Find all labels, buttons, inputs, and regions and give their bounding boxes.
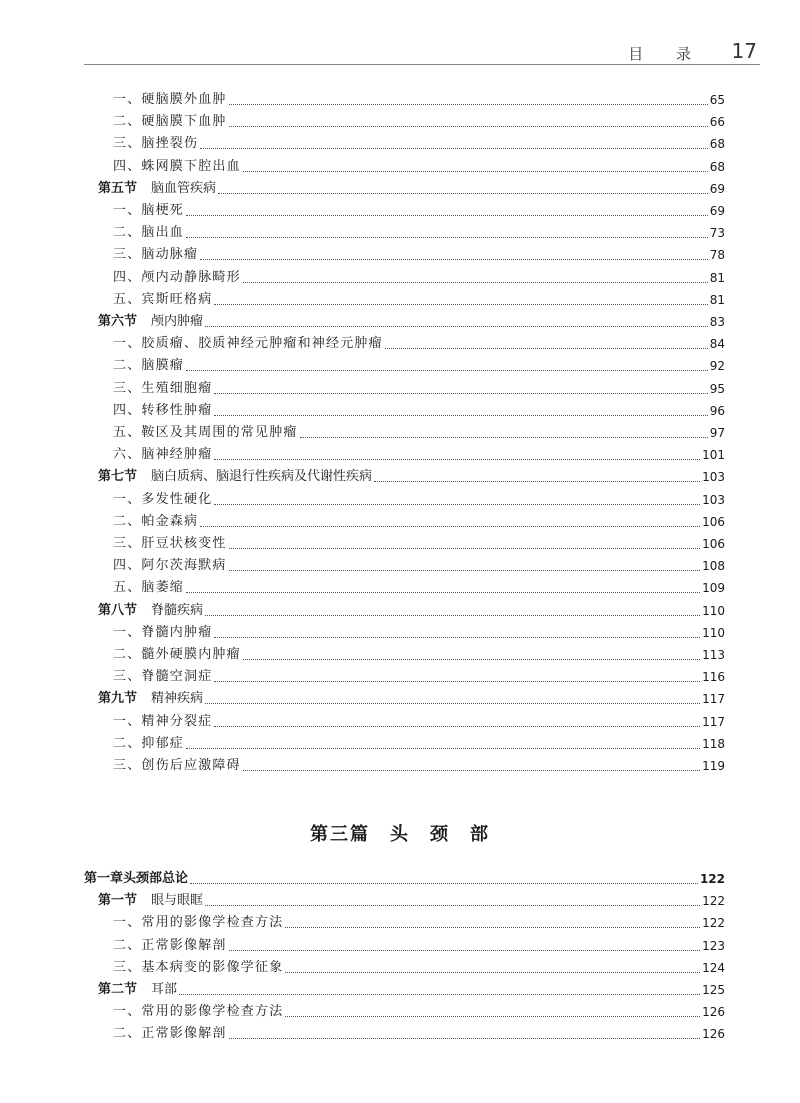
toc-entry-title xyxy=(98,603,203,619)
dot-leader xyxy=(205,703,700,704)
toc-page-number: 125 xyxy=(702,983,725,997)
toc-entry-text: 脊髓疾病 xyxy=(151,602,204,618)
toc-section[interactable] xyxy=(98,175,725,197)
toc-entry-number: 第八节 xyxy=(98,602,138,618)
dot-leader xyxy=(243,282,708,283)
toc-page-number: 81 xyxy=(709,292,725,307)
toc-entry-text: 耳部 xyxy=(151,982,178,997)
dot-leader xyxy=(186,215,708,216)
toc-entry-title xyxy=(98,314,203,330)
toc-page-number: 123 xyxy=(702,938,725,953)
toc-entry[interactable] xyxy=(113,663,725,685)
toc-page-number: 65 xyxy=(709,93,725,107)
toc-page-number: 78 xyxy=(709,248,725,263)
toc-page-number: 116 xyxy=(702,670,725,685)
toc-entry[interactable] xyxy=(113,397,725,419)
toc-entry[interactable] xyxy=(113,730,725,752)
toc-page-number: 103 xyxy=(702,492,725,507)
toc-entry-title xyxy=(98,181,216,197)
toc-entry-title: 二、抑郁症 xyxy=(113,735,185,751)
dot-leader xyxy=(229,104,708,105)
dot-leader xyxy=(229,570,700,571)
toc-entry[interactable] xyxy=(113,108,725,130)
toc-entry[interactable] xyxy=(113,530,725,552)
toc-entry-title: 四、转移性肿瘤 xyxy=(113,402,213,418)
header-title: 目 录 xyxy=(628,45,705,63)
toc-page-number: 108 xyxy=(702,559,725,574)
toc-entry-title xyxy=(98,982,177,998)
dot-leader xyxy=(229,548,700,549)
dot-leader xyxy=(229,126,708,127)
toc-entry-title: 一、脊髓内肿瘤 xyxy=(113,624,213,640)
toc-page-number: 106 xyxy=(702,514,725,529)
dot-leader xyxy=(205,615,700,616)
toc-entry-number: 第一节 xyxy=(98,893,138,909)
toc-entry-title: 五、鞍区及其周围的常见肿瘤 xyxy=(113,425,298,440)
toc-entry-title: 五、脑萎缩 xyxy=(113,580,185,596)
dot-leader xyxy=(214,304,707,305)
toc-page-number: 113 xyxy=(702,648,725,662)
toc-entry-number: 第六节 xyxy=(98,314,138,329)
toc-entry-title: 三、脑挫裂伤 xyxy=(113,136,199,152)
dot-leader xyxy=(214,393,707,394)
toc-page-number: 110 xyxy=(702,603,725,618)
dot-leader xyxy=(218,193,708,194)
toc-section[interactable] xyxy=(98,308,725,330)
toc-entry-title: 三、基本病变的影像学征象 xyxy=(113,959,284,975)
dot-leader xyxy=(200,148,708,149)
toc-entry-title: 二、脑膜瘤 xyxy=(113,358,185,374)
dot-leader xyxy=(229,950,700,951)
dot-leader xyxy=(190,883,698,884)
toc-entry[interactable] xyxy=(113,574,725,596)
toc-entry[interactable] xyxy=(113,153,725,175)
dot-leader xyxy=(205,326,708,327)
toc-page-number: 110 xyxy=(702,625,725,640)
toc-page-number: 69 xyxy=(709,204,725,218)
dot-leader xyxy=(229,1038,700,1039)
dot-leader xyxy=(214,504,700,505)
dot-leader xyxy=(243,770,700,771)
toc-page-number: 124 xyxy=(702,960,725,975)
toc-entry-title: 一、精神分裂症 xyxy=(113,713,213,729)
dot-leader xyxy=(243,659,700,660)
toc-page-number: 101 xyxy=(702,448,725,463)
toc-entry[interactable] xyxy=(113,619,725,641)
toc-page-number: 122 xyxy=(699,872,725,886)
toc-entry[interactable] xyxy=(113,909,725,931)
toc-entry[interactable] xyxy=(113,441,725,463)
dot-leader xyxy=(214,459,700,460)
toc-entry-number: 第二节 xyxy=(98,982,138,997)
toc-page-number: 103 xyxy=(702,470,725,485)
toc-entry[interactable] xyxy=(113,641,725,663)
toc-section[interactable] xyxy=(98,887,725,909)
toc-entry-title: 一、常用的影像学检查方法 xyxy=(113,1004,284,1020)
toc-entry-number: 第五节 xyxy=(98,180,138,196)
toc-entry[interactable] xyxy=(113,86,725,108)
toc-entry-title xyxy=(98,691,203,707)
toc-section[interactable] xyxy=(98,976,725,998)
toc-entry[interactable] xyxy=(113,552,725,574)
toc-entry-title: 三、脑动脉瘤 xyxy=(113,247,199,263)
part-title: 第三篇 头 颈 部 xyxy=(310,824,490,845)
dot-leader xyxy=(200,259,708,260)
toc-page-number: 73 xyxy=(709,226,725,241)
toc-page-number: 118 xyxy=(702,736,725,751)
dot-leader xyxy=(200,526,700,527)
dot-leader xyxy=(186,748,700,749)
toc-section[interactable] xyxy=(98,597,725,619)
dot-leader xyxy=(285,927,700,928)
toc-entry-title xyxy=(98,469,372,485)
dot-leader xyxy=(214,681,700,682)
toc-entry[interactable] xyxy=(113,1020,725,1042)
toc-entry[interactable] xyxy=(113,932,725,954)
toc-page-number: 119 xyxy=(702,759,725,773)
toc-entry-title: 二、髓外硬膜内肿瘤 xyxy=(113,647,241,662)
dot-leader xyxy=(374,481,700,482)
toc-entry-title: 四、颅内动静脉畸形 xyxy=(113,269,241,285)
toc-page-number: 69 xyxy=(709,181,725,196)
toc-entry[interactable] xyxy=(113,419,725,441)
toc-page-number: 81 xyxy=(709,270,725,285)
dot-leader xyxy=(186,370,708,371)
toc-entry-title: 一、硬脑膜外血肿 xyxy=(113,92,227,107)
toc-page-number: 126 xyxy=(702,1027,725,1042)
toc-entry[interactable] xyxy=(113,486,725,508)
toc-entry-text: 眼与眼眶 xyxy=(151,893,204,909)
dot-leader xyxy=(179,994,700,995)
toc-entry[interactable] xyxy=(113,197,725,219)
toc-section[interactable] xyxy=(98,685,725,707)
toc-entry[interactable] xyxy=(113,241,725,263)
dot-leader xyxy=(214,726,700,727)
toc-entry-text: 颅内肿瘤 xyxy=(151,314,204,329)
toc-entry-title: 三、肝豆状核变性 xyxy=(113,536,227,551)
toc-entry-title: 二、正常影像解剖 xyxy=(113,937,227,953)
toc-page-number: 109 xyxy=(702,581,725,596)
toc-entry-title: 四、蛛网膜下腔出血 xyxy=(113,158,241,174)
toc-entry[interactable] xyxy=(113,330,725,352)
toc-page-number: 84 xyxy=(709,337,725,352)
toc-entry-title: 一、胶质瘤、胶质神经元肿瘤和神经元肿瘤 xyxy=(113,336,383,352)
dot-leader xyxy=(214,637,700,638)
toc-page-number: 68 xyxy=(709,159,725,174)
toc-page-number: 92 xyxy=(709,359,725,374)
toc-entry[interactable] xyxy=(113,264,725,286)
dot-leader xyxy=(205,905,700,906)
toc-entry-text: 精神疾病 xyxy=(151,691,204,707)
toc-entry[interactable] xyxy=(113,708,725,730)
toc-entry-text: 头颈部总论 xyxy=(123,871,189,886)
toc-page-number: 83 xyxy=(709,315,725,329)
dot-leader xyxy=(214,415,707,416)
toc-entry-title: 三、脊髓空洞症 xyxy=(113,669,213,685)
toc-entry-title: 二、脑出血 xyxy=(113,225,185,241)
toc-entry[interactable] xyxy=(113,352,725,374)
toc-entry-title: 一、脑梗死 xyxy=(113,203,185,218)
toc-page-number: 117 xyxy=(702,714,725,729)
dot-leader xyxy=(385,348,708,349)
toc-page-number: 122 xyxy=(702,916,725,931)
toc-entry-title: 二、正常影像解剖 xyxy=(113,1026,227,1042)
toc-entry-title: 三、生殖细胞瘤 xyxy=(113,380,213,396)
toc-page-number: 122 xyxy=(702,894,725,909)
toc-entry-title xyxy=(98,893,203,909)
toc-entry[interactable] xyxy=(113,508,725,530)
toc-page-number: 97 xyxy=(709,426,725,440)
dot-leader xyxy=(285,1016,700,1017)
toc-page-number: 106 xyxy=(702,537,725,551)
toc-chapter[interactable] xyxy=(84,865,725,887)
toc-entry-text: 脑血管疾病 xyxy=(151,180,217,196)
toc-entry-number: 第七节 xyxy=(98,469,138,485)
header-page-number: 17 xyxy=(731,39,757,63)
toc-entry-title: 六、脑神经肿瘤 xyxy=(113,447,213,463)
toc-entry-title: 五、宾斯旺格病 xyxy=(113,291,213,307)
toc-section[interactable] xyxy=(98,463,725,485)
dot-leader xyxy=(285,972,700,973)
toc-entry-number: 第九节 xyxy=(98,691,138,707)
toc-entry-title xyxy=(84,871,188,887)
dot-leader xyxy=(300,437,708,438)
toc-page-number: 68 xyxy=(709,137,725,152)
toc-entry-number: 第一章 xyxy=(84,871,124,886)
dot-leader xyxy=(243,171,708,172)
toc-entry[interactable] xyxy=(113,752,725,774)
toc-entry-title: 四、阿尔茨海默病 xyxy=(113,558,227,574)
toc-page-number: 66 xyxy=(709,115,725,130)
toc-page-number: 126 xyxy=(702,1005,725,1020)
toc-entry[interactable] xyxy=(113,219,725,241)
page-header xyxy=(84,40,760,65)
toc-entry-text: 脑白质病、脑退行性疾病及代谢性疾病 xyxy=(151,469,373,485)
toc-page-number: 96 xyxy=(709,403,725,418)
toc-entry[interactable] xyxy=(113,130,725,152)
toc-entry[interactable] xyxy=(113,286,725,308)
toc-entry-title: 一、常用的影像学检查方法 xyxy=(113,915,284,931)
toc-entry-title: 一、多发性硬化 xyxy=(113,491,213,507)
toc-entry[interactable] xyxy=(113,998,725,1020)
toc-entry[interactable] xyxy=(113,954,725,976)
dot-leader xyxy=(186,237,708,238)
toc-page-number: 117 xyxy=(702,692,725,707)
toc-entry[interactable] xyxy=(113,375,725,397)
toc-page-number: 95 xyxy=(709,381,725,396)
dot-leader xyxy=(186,592,700,593)
toc-entry-title: 二、硬脑膜下血肿 xyxy=(113,114,227,130)
toc-entry-title: 二、帕金森病 xyxy=(113,513,199,529)
toc-entry-title: 三、创伤后应激障碍 xyxy=(113,758,241,773)
